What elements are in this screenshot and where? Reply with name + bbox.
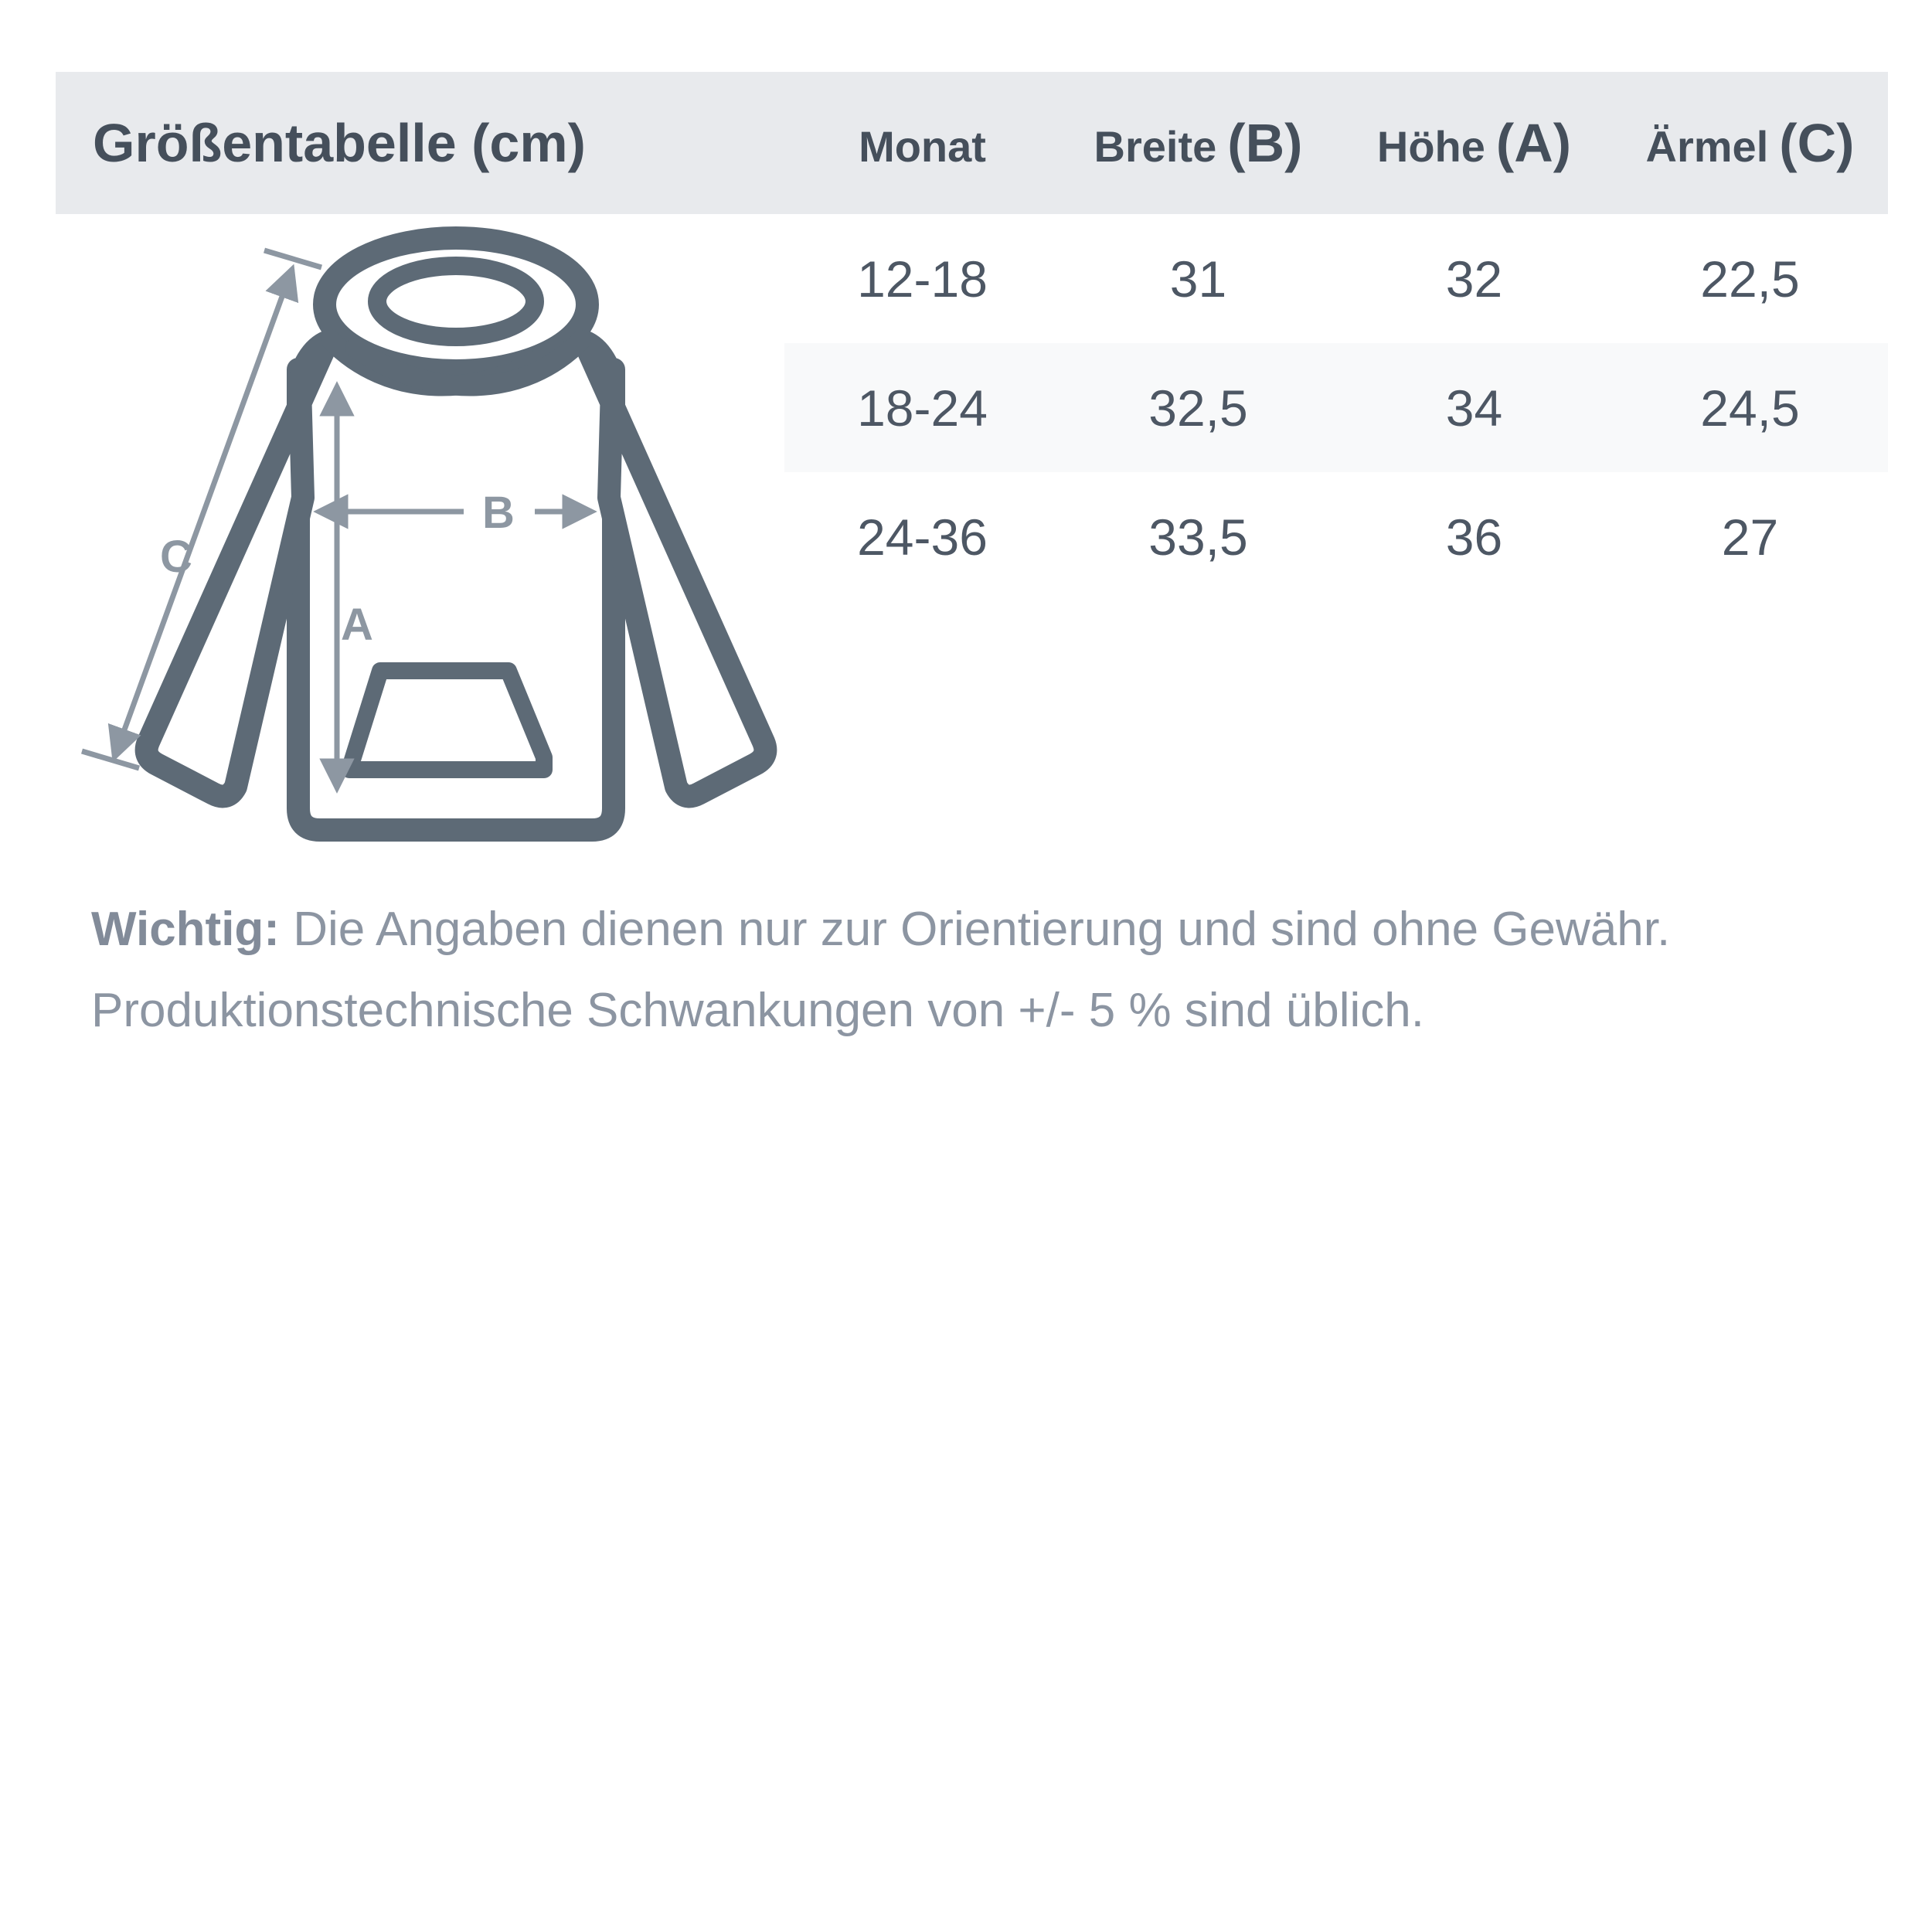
page-title: Größentabelle (cm) <box>93 113 586 173</box>
cell-breite: 31 <box>1169 250 1227 308</box>
disclaimer-line-1 <box>91 889 1884 970</box>
cell-aermel: 27 <box>1721 508 1779 566</box>
cell-aermel: 24,5 <box>1700 379 1800 437</box>
column-label: Monat <box>859 122 986 171</box>
hoodie-diagram <box>62 224 850 866</box>
cell-breite: 33,5 <box>1148 508 1248 566</box>
disclaimer-text-2: Produktionstechnische Schwankungen von +/- 5 % sind üblich. <box>91 984 1424 1037</box>
cell-hoehe: 32 <box>1445 250 1503 308</box>
column-header-breite <box>1060 112 1336 174</box>
kangaroo-pocket <box>349 671 544 770</box>
cell-monat: 12-18 <box>857 250 988 308</box>
column-header-aermel <box>1612 112 1888 174</box>
column-label: Ärmel <box>1645 122 1769 171</box>
size-table <box>784 214 1888 601</box>
cell-monat: 24-36 <box>857 508 988 566</box>
disclaimer-note <box>91 889 1884 1051</box>
column-paren: (A) <box>1495 113 1572 173</box>
disclaimer-text-1: Die Angaben dienen nur zur Orientierung und sind ohne Gewähr. <box>293 903 1671 956</box>
measure-tick-c-bottom <box>82 751 139 768</box>
measure-tick-c-top <box>264 250 321 267</box>
measure-label-c: C <box>160 532 192 582</box>
hood-opening <box>377 266 535 337</box>
cell-monat: 18-24 <box>857 379 988 437</box>
column-label: Höhe <box>1376 122 1485 171</box>
disclaimer-label: Wichtig: <box>91 903 280 956</box>
cell-breite: 32,5 <box>1148 379 1248 437</box>
measure-label-b: B <box>482 488 515 538</box>
column-headers <box>784 72 1888 214</box>
column-header-hoehe <box>1336 112 1612 174</box>
column-paren: (B) <box>1227 113 1303 173</box>
cell-hoehe: 34 <box>1445 379 1503 437</box>
column-paren: (C) <box>1779 113 1855 173</box>
table-row <box>784 343 1888 472</box>
cell-hoehe: 36 <box>1445 508 1503 566</box>
table-row <box>784 472 1888 601</box>
measure-label-a: A <box>341 600 373 650</box>
column-label: Breite <box>1094 122 1217 171</box>
table-header-bar <box>56 72 1888 214</box>
cell-aermel: 22,5 <box>1700 250 1800 308</box>
column-header-monat <box>784 112 1060 174</box>
disclaimer-line-2 <box>91 970 1884 1051</box>
table-row <box>784 214 1888 343</box>
